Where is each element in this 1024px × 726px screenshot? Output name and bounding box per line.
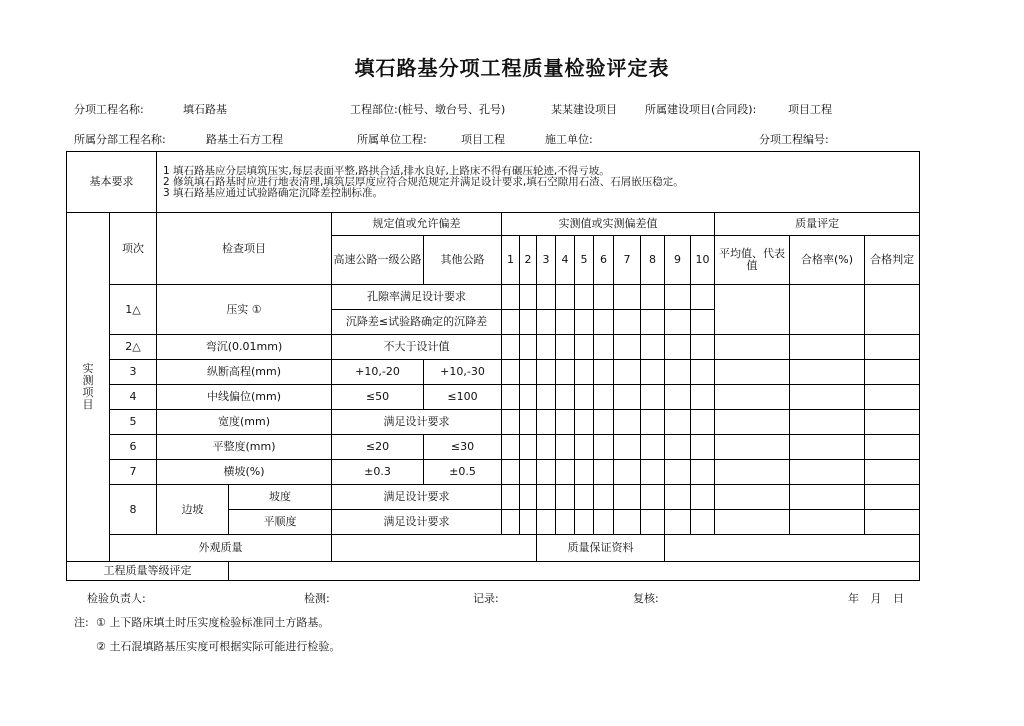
table-row [67, 385, 920, 410]
data-entry-cell[interactable] [614, 285, 641, 310]
data-entry-cell[interactable] [594, 360, 614, 385]
data-entry-cell[interactable] [790, 460, 865, 485]
appearance-quality-value[interactable] [332, 535, 537, 562]
data-entry-cell[interactable] [556, 410, 575, 435]
data-entry-cell[interactable] [575, 385, 594, 410]
data-entry-cell[interactable] [665, 335, 691, 360]
item-no: 5 [110, 410, 157, 435]
data-entry-cell[interactable] [665, 385, 691, 410]
item-sub-name: 平顺度 [229, 510, 332, 535]
item-spec: 满足设计要求 [332, 510, 502, 535]
item-spec-other: ≤30 [424, 435, 502, 460]
data-entry-cell[interactable] [865, 460, 920, 485]
item-name: 压实 ① [157, 285, 332, 335]
item-no: 3 [110, 360, 157, 385]
check-item-header: 检查项目 [157, 213, 332, 285]
data-entry-cell[interactable] [665, 410, 691, 435]
data-entry-cell[interactable] [594, 485, 614, 510]
data-entry-cell[interactable] [537, 285, 556, 310]
data-entry-cell[interactable] [691, 285, 715, 310]
data-entry-cell[interactable] [790, 485, 865, 510]
data-entry-cell[interactable] [502, 360, 520, 385]
data-entry-cell[interactable] [556, 435, 575, 460]
point-header: 9 [665, 236, 691, 285]
data-entry-cell[interactable] [575, 410, 594, 435]
data-entry-cell[interactable] [502, 310, 520, 335]
point-header: 4 [556, 236, 575, 285]
item-no-header: 项次 [110, 213, 157, 285]
data-entry-cell[interactable] [641, 310, 665, 335]
data-entry-cell[interactable] [865, 435, 920, 460]
code-label: 分项工程编号: [759, 133, 829, 146]
data-entry-cell[interactable] [502, 510, 520, 535]
data-entry-cell[interactable] [614, 360, 641, 385]
item-name: 横坡(%) [157, 460, 332, 485]
point-header: 1 [502, 236, 520, 285]
check-label: 检测: [304, 592, 330, 605]
data-entry-cell[interactable] [575, 485, 594, 510]
point-header: 8 [641, 236, 665, 285]
data-entry-cell[interactable] [537, 510, 556, 535]
data-entry-cell[interactable] [537, 460, 556, 485]
data-entry-cell[interactable] [790, 360, 865, 385]
data-entry-cell[interactable] [556, 460, 575, 485]
data-entry-cell[interactable] [520, 410, 537, 435]
requirement-line: 1 填石路基应分层填筑压实,每层表面平整,路拱合适,排水良好,上路床不得有碾压轮迹,不得亏坡。 [163, 164, 610, 177]
unit-label: 所属单位工程: [357, 133, 427, 146]
data-entry-cell[interactable] [790, 410, 865, 435]
data-entry-cell[interactable] [537, 335, 556, 360]
data-entry-cell[interactable] [715, 485, 790, 510]
note-prefix: 注: [74, 616, 89, 629]
spec-other-header: 其他公路 [424, 236, 502, 285]
point-header: 7 [614, 236, 641, 285]
item-spec: 沉降差≤试验路确定的沉降差 [332, 310, 502, 335]
data-entry-cell[interactable] [691, 410, 715, 435]
item-spec-highway: ≤50 [332, 385, 424, 410]
data-entry-cell[interactable] [502, 385, 520, 410]
data-entry-cell[interactable] [865, 285, 920, 335]
data-entry-cell[interactable] [614, 310, 641, 335]
data-entry-cell[interactable] [594, 310, 614, 335]
item-name: 宽度(mm) [157, 410, 332, 435]
data-entry-cell[interactable] [865, 385, 920, 410]
data-entry-cell[interactable] [520, 310, 537, 335]
data-entry-cell[interactable] [537, 310, 556, 335]
basic-requirements-text [157, 152, 920, 213]
data-entry-cell[interactable] [691, 510, 715, 535]
contract-label: 所属建设项目(合同段): [645, 103, 757, 116]
data-entry-cell[interactable] [594, 285, 614, 310]
item-spec-highway: ≤20 [332, 435, 424, 460]
pass-rate-header: 合格率(%) [790, 236, 865, 285]
data-entry-cell[interactable] [537, 385, 556, 410]
item-spec-other: ±0.5 [424, 460, 502, 485]
data-entry-cell[interactable] [556, 310, 575, 335]
item-spec-highway: ±0.3 [332, 460, 424, 485]
data-entry-cell[interactable] [556, 485, 575, 510]
data-entry-cell[interactable] [594, 385, 614, 410]
note-1: ① 上下路床填土时压实度检验标准同土方路基。 [96, 616, 330, 629]
data-entry-cell[interactable] [665, 510, 691, 535]
data-entry-cell[interactable] [520, 510, 537, 535]
item-no: 7 [110, 460, 157, 485]
contract-value: 项目工程 [788, 103, 832, 116]
requirement-line: 3 填石路基应通过试验路确定沉降差控制标准。 [163, 186, 384, 199]
data-entry-cell[interactable] [665, 310, 691, 335]
data-entry-cell[interactable] [665, 285, 691, 310]
data-entry-cell[interactable] [520, 435, 537, 460]
table-row [67, 335, 920, 360]
data-entry-cell[interactable] [691, 435, 715, 460]
constructor-label: 施工单位: [545, 133, 593, 146]
point-header: 6 [594, 236, 614, 285]
data-entry-cell[interactable] [641, 410, 665, 435]
data-entry-cell[interactable] [575, 285, 594, 310]
data-entry-cell[interactable] [537, 485, 556, 510]
data-entry-cell[interactable] [502, 460, 520, 485]
data-entry-cell[interactable] [575, 460, 594, 485]
data-entry-cell[interactable] [715, 385, 790, 410]
page-title: 填石路基分项工程质量检验评定表 [354, 56, 670, 80]
data-entry-cell[interactable] [715, 335, 790, 360]
data-entry-cell[interactable] [691, 460, 715, 485]
table-row [67, 360, 920, 385]
grade-evaluation-label: 工程质量等级评定 [67, 562, 229, 581]
data-entry-cell[interactable] [691, 485, 715, 510]
data-entry-cell[interactable] [715, 460, 790, 485]
data-entry-cell[interactable] [575, 310, 594, 335]
data-entry-cell[interactable] [865, 410, 920, 435]
data-entry-cell[interactable] [594, 460, 614, 485]
data-entry-cell[interactable] [691, 310, 715, 335]
parent-label: 所属分部工程名称: [74, 133, 166, 146]
data-entry-cell[interactable] [865, 510, 920, 535]
data-entry-cell[interactable] [715, 360, 790, 385]
spec-highway-header: 高速公路一级公路 [332, 236, 424, 285]
table-row [67, 435, 920, 460]
location-value: 某某建设项目 [551, 103, 617, 116]
item-name: 中线偏位(mm) [157, 385, 332, 410]
average-header: 平均值、代表值 [715, 236, 790, 285]
data-entry-cell[interactable] [865, 360, 920, 385]
record-label: 记录: [473, 592, 499, 605]
item-spec-highway: +10,-20 [332, 360, 424, 385]
data-entry-cell[interactable] [614, 410, 641, 435]
data-entry-cell[interactable] [715, 435, 790, 460]
quality-assurance-value[interactable] [665, 535, 920, 562]
data-entry-cell[interactable] [790, 385, 865, 410]
judgement-header: 合格判定 [865, 236, 920, 285]
data-entry-cell[interactable] [594, 335, 614, 360]
data-entry-cell[interactable] [520, 335, 537, 360]
data-entry-cell[interactable] [575, 360, 594, 385]
table-row [67, 285, 920, 310]
point-header: 5 [575, 236, 594, 285]
item-name: 平整度(mm) [157, 435, 332, 460]
table-row [67, 485, 920, 510]
date-label: 年 月 日 [848, 592, 904, 605]
data-entry-cell[interactable] [614, 385, 641, 410]
table-row [67, 410, 920, 435]
item-name: 边坡 [157, 485, 229, 535]
data-entry-cell[interactable] [691, 385, 715, 410]
inspection-table [66, 151, 920, 581]
data-entry-cell[interactable] [691, 335, 715, 360]
data-entry-cell[interactable] [502, 335, 520, 360]
data-entry-cell[interactable] [556, 510, 575, 535]
data-entry-cell[interactable] [556, 360, 575, 385]
parent-value: 路基土石方工程 [206, 133, 283, 146]
data-entry-cell[interactable] [641, 435, 665, 460]
data-entry-cell[interactable] [520, 460, 537, 485]
data-entry-cell[interactable] [691, 360, 715, 385]
requirement-line: 2 修筑填石路基时应进行地表清理,填筑层厚度应符合规范规定并满足设计要求,填石空隙用石渣、石屑嵌压稳定。 [163, 175, 684, 188]
review-label: 复核: [633, 592, 659, 605]
data-entry-cell[interactable] [537, 360, 556, 385]
location-label: 工程部位:(桩号、墩台号、孔号) [350, 103, 506, 116]
data-entry-cell[interactable] [556, 385, 575, 410]
data-entry-cell[interactable] [641, 510, 665, 535]
item-spec: 不大于设计值 [332, 335, 502, 360]
data-entry-cell[interactable] [520, 485, 537, 510]
data-entry-cell[interactable] [665, 360, 691, 385]
data-entry-cell[interactable] [614, 335, 641, 360]
data-entry-cell[interactable] [614, 435, 641, 460]
data-entry-cell[interactable] [556, 335, 575, 360]
project-name-label: 分项工程名称: [74, 103, 144, 116]
item-spec: 满足设计要求 [332, 410, 502, 435]
data-entry-cell[interactable] [641, 285, 665, 310]
point-header: 10 [691, 236, 715, 285]
basic-requirements-label: 基本要求 [67, 152, 157, 213]
quality-assurance-label: 质量保证资料 [537, 535, 665, 562]
unit-value: 项目工程 [461, 133, 505, 146]
data-entry-cell[interactable] [575, 435, 594, 460]
point-header: 2 [520, 236, 537, 285]
spec-header: 规定值或允许偏差 [332, 213, 502, 236]
data-entry-cell[interactable] [641, 385, 665, 410]
data-entry-cell[interactable] [502, 285, 520, 310]
data-entry-cell[interactable] [614, 510, 641, 535]
evaluation-header: 质量评定 [715, 213, 920, 236]
data-entry-cell[interactable] [715, 285, 790, 335]
data-entry-cell[interactable] [665, 460, 691, 485]
data-entry-cell[interactable] [594, 435, 614, 460]
inspector-label: 检验负责人: [87, 592, 146, 605]
item-spec-other: +10,-30 [424, 360, 502, 385]
data-entry-cell[interactable] [556, 285, 575, 310]
data-entry-cell[interactable] [520, 360, 537, 385]
grade-evaluation-value[interactable] [229, 562, 920, 581]
point-header: 3 [537, 236, 556, 285]
data-entry-cell[interactable] [641, 460, 665, 485]
data-entry-cell[interactable] [790, 435, 865, 460]
project-name-value: 填石路基 [183, 103, 227, 116]
data-entry-cell[interactable] [575, 335, 594, 360]
data-entry-cell[interactable] [594, 510, 614, 535]
data-entry-cell[interactable] [865, 335, 920, 360]
data-entry-cell[interactable] [614, 485, 641, 510]
data-entry-cell[interactable] [790, 510, 865, 535]
measured-items-group-label: 实 测 项 目 [67, 213, 110, 562]
data-entry-cell[interactable] [641, 485, 665, 510]
data-entry-cell[interactable] [502, 485, 520, 510]
data-entry-cell[interactable] [614, 460, 641, 485]
item-no: 8 [110, 485, 157, 535]
data-entry-cell[interactable] [665, 485, 691, 510]
item-no: 1△ [110, 285, 157, 335]
data-entry-cell[interactable] [790, 285, 865, 335]
data-entry-cell[interactable] [575, 510, 594, 535]
item-spec: 孔隙率满足设计要求 [332, 285, 502, 310]
data-entry-cell[interactable] [865, 485, 920, 510]
data-entry-cell[interactable] [520, 285, 537, 310]
appearance-quality-label: 外观质量 [110, 535, 332, 562]
item-no: 2△ [110, 335, 157, 360]
data-entry-cell[interactable] [502, 410, 520, 435]
data-entry-cell[interactable] [715, 510, 790, 535]
item-name: 弯沉(0.01mm) [157, 335, 332, 360]
data-entry-cell[interactable] [715, 410, 790, 435]
item-name: 纵断高程(mm) [157, 360, 332, 385]
item-no: 4 [110, 385, 157, 410]
data-entry-cell[interactable] [520, 385, 537, 410]
data-entry-cell[interactable] [537, 410, 556, 435]
data-entry-cell[interactable] [790, 335, 865, 360]
data-entry-cell[interactable] [537, 435, 556, 460]
data-entry-cell[interactable] [641, 335, 665, 360]
item-no: 6 [110, 435, 157, 460]
item-spec: 满足设计要求 [332, 485, 502, 510]
data-entry-cell[interactable] [665, 435, 691, 460]
data-entry-cell[interactable] [502, 435, 520, 460]
measured-header: 实测值或实测偏差值 [502, 213, 715, 236]
data-entry-cell[interactable] [641, 360, 665, 385]
note-2: ② 土石混填路基压实度可根据实际可能进行检验。 [96, 640, 341, 653]
data-entry-cell[interactable] [594, 410, 614, 435]
table-row [67, 460, 920, 485]
item-spec-other: ≤100 [424, 385, 502, 410]
item-sub-name: 坡度 [229, 485, 332, 510]
